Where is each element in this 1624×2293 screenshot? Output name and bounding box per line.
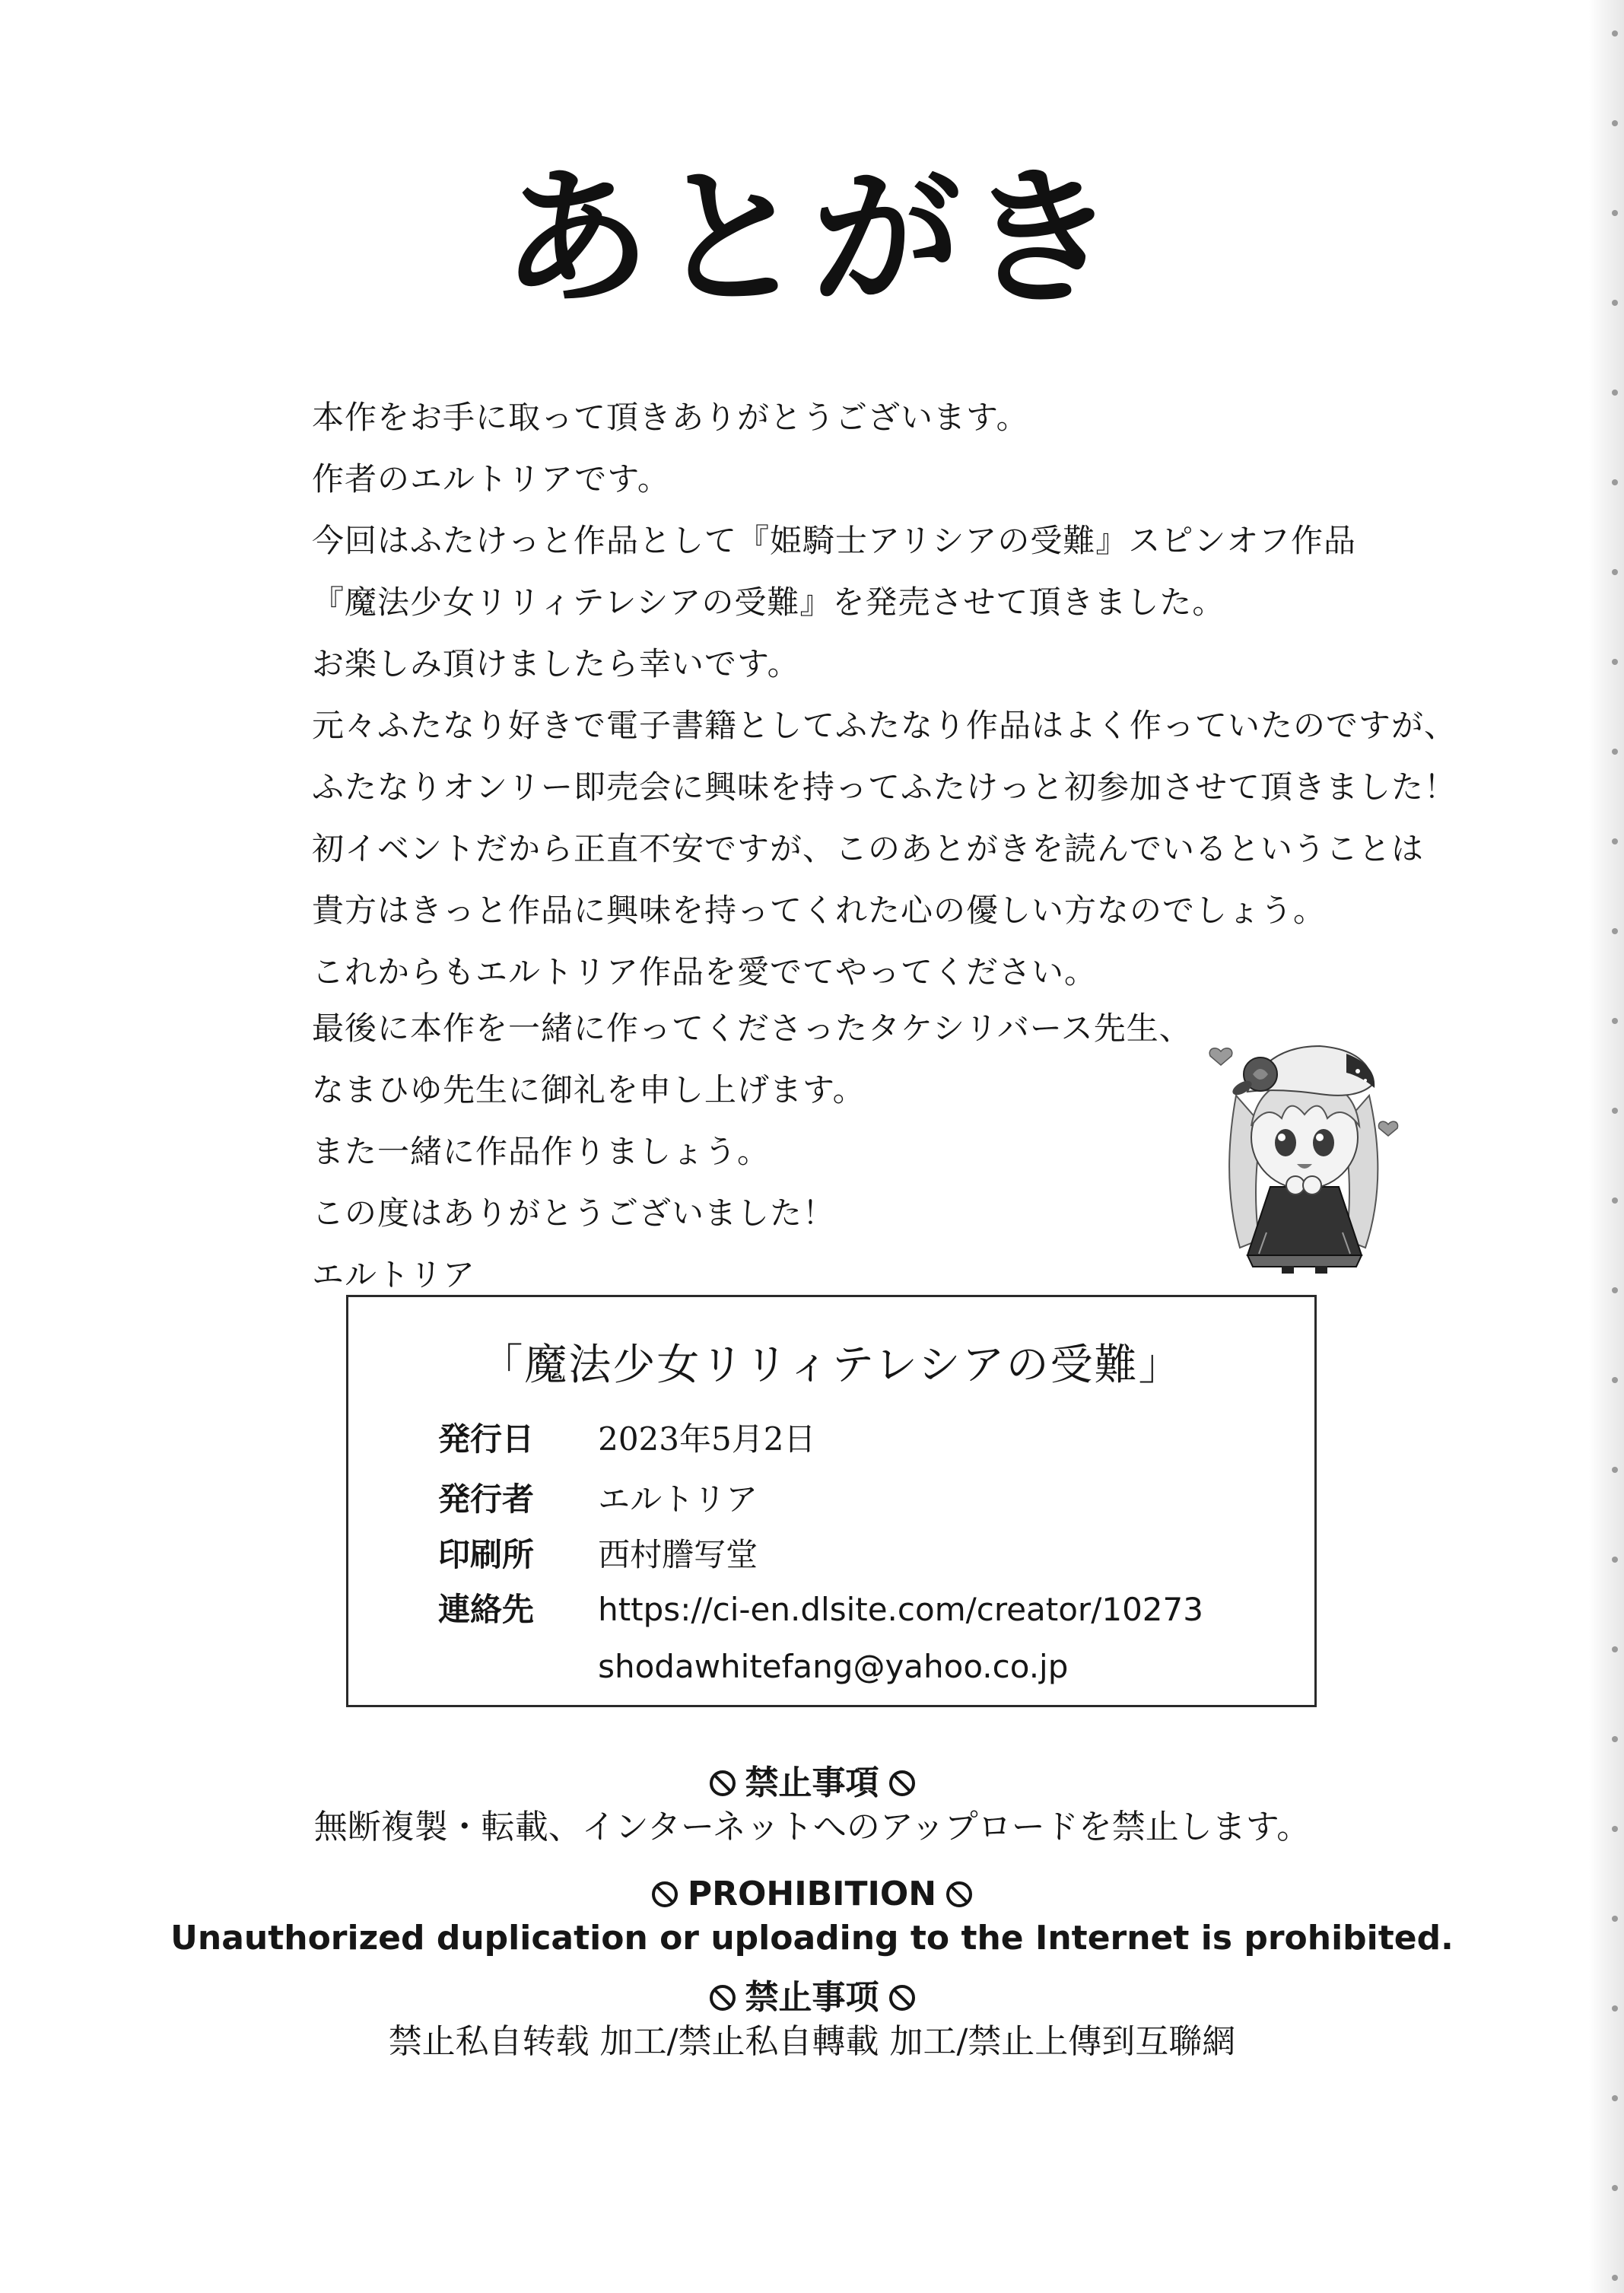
binding-hole bbox=[1612, 749, 1618, 755]
thanks-line: この度はありがとうございました！ bbox=[312, 1194, 836, 1232]
contact-email-link[interactable]: shodawhitefang@yahoo.co.jp bbox=[598, 1648, 1069, 1685]
notice-heading: 禁止事项 bbox=[745, 1978, 879, 2017]
colophon-label: 発行者 bbox=[438, 1480, 535, 1518]
binding-hole bbox=[1612, 659, 1618, 665]
binding-hole bbox=[1612, 838, 1618, 844]
thanks-line: なまひゆ先生に御礼を申し上げます。 bbox=[312, 1071, 866, 1108]
colophon-value: 西村謄写堂 bbox=[598, 1536, 758, 1573]
prohibition-icon bbox=[888, 1984, 916, 2012]
notice-heading: PROHIBITION bbox=[687, 1875, 937, 1913]
colophon-box bbox=[346, 1295, 1317, 1707]
binding-hole bbox=[1612, 1197, 1618, 1204]
thanks-text bbox=[312, 997, 1192, 1306]
binding-hole bbox=[1612, 1646, 1618, 1652]
colophon-row-contact bbox=[438, 1587, 1203, 1633]
binding-hole bbox=[1612, 2275, 1618, 2281]
colophon-row-printer bbox=[438, 1532, 758, 1578]
colophon-label: 印刷所 bbox=[438, 1536, 535, 1573]
afterword-text bbox=[312, 386, 1457, 1003]
afterword-line: お楽しみ頂けましたら幸いです。 bbox=[312, 645, 800, 682]
notice-japanese bbox=[0, 1763, 1624, 1846]
binding-hole bbox=[1612, 30, 1618, 37]
thanks-line: 最後に本作を一緒に作ってくださったタケシリバース先生、 bbox=[312, 1010, 1192, 1047]
colophon-value: 2023年5月2日 bbox=[598, 1420, 816, 1458]
binding-hole bbox=[1612, 390, 1618, 396]
page-title: あとがき bbox=[501, 151, 1123, 326]
binding-hole bbox=[1612, 1018, 1618, 1024]
prohibition-icon bbox=[709, 1984, 736, 2012]
notice-chinese bbox=[0, 1978, 1624, 2061]
afterword-line: 作者のエルトリアです。 bbox=[312, 460, 670, 498]
binding-hole bbox=[1612, 2185, 1618, 2191]
chibi-character-illustration bbox=[1206, 1012, 1403, 1274]
binding-hole bbox=[1612, 1557, 1618, 1563]
afterword-line: 貴方はきっと作品に興味を持ってくれた心の優しい方なのでしょう。 bbox=[312, 892, 1327, 929]
afterword-line: 今回はふたけっと作品として『姫騎士アリシアの受難』スピンオフ作品 bbox=[312, 522, 1357, 559]
contact-url-link[interactable]: https://ci-en.dlsite.com/creator/10273 bbox=[598, 1591, 1203, 1628]
binding-hole bbox=[1612, 1467, 1618, 1473]
binding-hole bbox=[1612, 1108, 1618, 1114]
binding-hole bbox=[1612, 479, 1618, 485]
colophon-title: 「魔法少女リリィテレシアの受難」 bbox=[480, 1340, 1183, 1390]
prohibition-icon bbox=[945, 1881, 973, 1908]
notice-heading: 禁止事項 bbox=[745, 1763, 879, 1802]
thanks-line: また一緒に作品作りましょう。 bbox=[312, 1133, 771, 1170]
colophon-row-issue-date bbox=[438, 1417, 815, 1462]
colophon-row-email bbox=[438, 1644, 1068, 1690]
afterword-line: ふたなりオンリー即売会に興味を持ってふたけっと初参加させて頂きました！ bbox=[312, 768, 1457, 806]
prohibition-icon bbox=[709, 1770, 736, 1797]
afterword-line: 本作をお手に取って頂きありがとうございます。 bbox=[312, 399, 1029, 436]
binding-hole bbox=[1612, 120, 1618, 126]
afterword-line: これからもエルトリア作品を愛でてやってください。 bbox=[312, 953, 1098, 991]
afterword-line: 『魔法少女リリィテレシアの受難』を発売させて頂きました。 bbox=[312, 584, 1225, 621]
colophon-row-publisher bbox=[438, 1477, 758, 1522]
binding-hole bbox=[1612, 1736, 1618, 1742]
binding-hole bbox=[1612, 1377, 1618, 1383]
binding-hole bbox=[1612, 928, 1618, 934]
prohibition-icon bbox=[888, 1770, 916, 1797]
binding-hole bbox=[1612, 569, 1618, 575]
prohibition-icon bbox=[651, 1881, 679, 1908]
notice-body: Unauthorized duplication or uploading to the Internet is prohibited. bbox=[170, 1919, 1454, 1957]
binding-hole bbox=[1612, 1287, 1618, 1293]
colophon-value: エルトリア bbox=[598, 1480, 758, 1518]
binding-hole bbox=[1612, 2095, 1618, 2101]
notice-english bbox=[0, 1875, 1624, 1957]
afterword-line: 初イベントだから正直不安ですが、このあとがきを読んでいるということは bbox=[312, 830, 1425, 867]
colophon-label: 連絡先 bbox=[438, 1591, 535, 1628]
afterword-line: 元々ふたなり好きで電子書籍としてふたなり作品はよく作っていたのですが、 bbox=[312, 707, 1457, 744]
notice-body: 禁止私自转载 加工/禁止私自轉載 加工/禁止上傳到互聯網 bbox=[388, 2022, 1236, 2061]
colophon-label: 発行日 bbox=[438, 1420, 535, 1458]
author-signature: エルトリア bbox=[312, 1256, 476, 1293]
notice-body: 無断複製・転載、インターネットへのアップロードを禁止します。 bbox=[313, 1808, 1311, 1846]
